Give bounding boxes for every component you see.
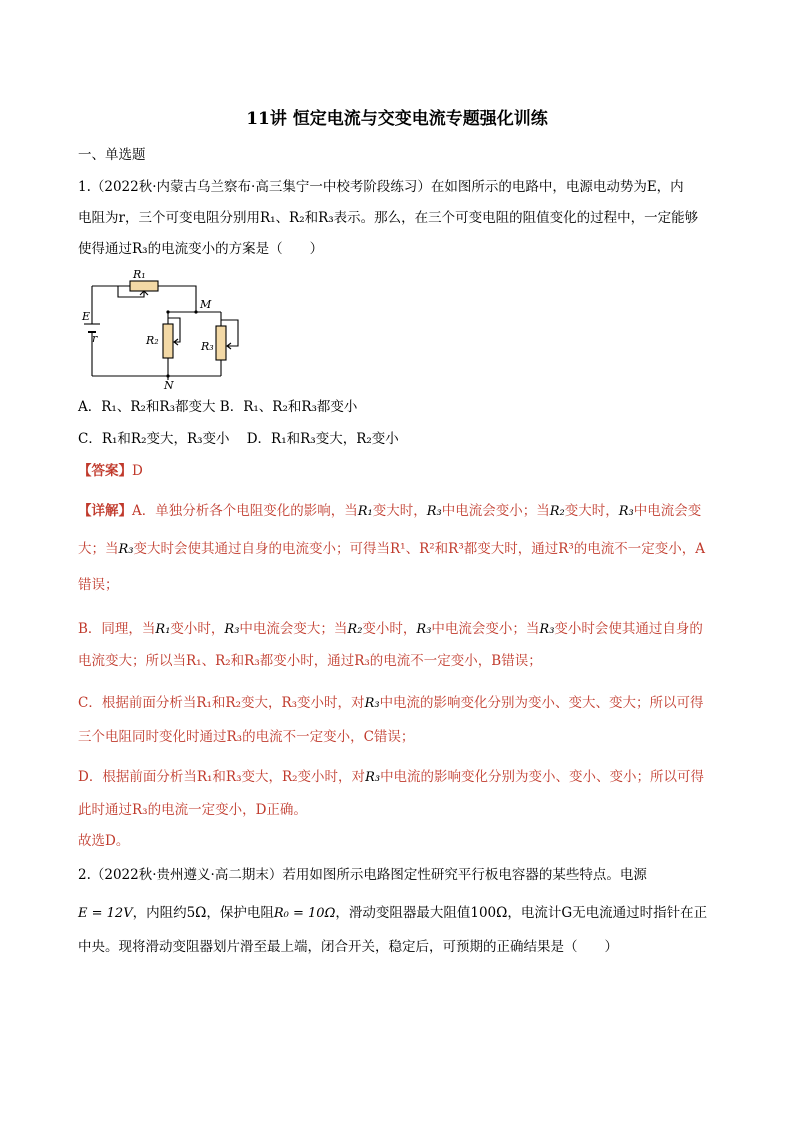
label-r2: R₂ [146, 334, 159, 347]
detail-text: 变小时会使其通过自身的 [554, 621, 703, 637]
q2-stem-line3: 中央。现将滑动变阻器划片滑至最上端，闭合开关，稳定后，可预期的正确结果是（ ） [78, 939, 618, 955]
q1-detail-a-line3: 错误； [78, 577, 119, 593]
label-r: r [92, 332, 98, 345]
label-e: E [82, 310, 91, 323]
q1-options-row1 [78, 398, 357, 416]
detail-text: 变小时， [362, 621, 417, 637]
detail-text: 变小时， [170, 621, 225, 637]
q1-option-a[interactable]: A．R₁、R₂和R₃都变大 [78, 399, 216, 415]
q1-circuit-diagram [80, 262, 260, 390]
symbol-r2: R₂ [549, 504, 565, 519]
detail-text: 中电流的影响变化分别为变小、变大、变大；所以可得 [379, 695, 704, 711]
q1-option-c[interactable]: C．R₁和R₂变大，R₃变小 [78, 431, 230, 447]
q1-detail-b-line1 [78, 620, 703, 639]
q1-option-d[interactable]: D．R₁和R₃变大，R₂变小 [246, 431, 399, 447]
label-n: N [164, 379, 174, 390]
symbol-r3: R₃ [224, 622, 240, 637]
label-r3: R₃ [201, 340, 214, 353]
symbol-r3: R₃ [539, 622, 555, 637]
q1-detail-d-line2: 此时通过R₃的电流一定变小，D正确。 [78, 802, 307, 818]
label-m: M [200, 298, 212, 311]
detail-text: 中电流的影响变化分别为变小、变小、变小；所以可得 [380, 769, 705, 785]
q2-stem-line2 [78, 904, 707, 923]
detail-text: A．单独分析各个电阻变化的影响，当 [132, 503, 358, 519]
q2-text: ，滑动变阻器最大阻值100Ω，电流计G无电流通过时指针在正 [335, 905, 708, 921]
detail-text: C．根据前面分析当R₁和R₂变大，R₃变小时，对 [78, 695, 365, 711]
page-title: 11讲 恒定电流与交变电流专题强化训练 [246, 109, 548, 129]
q1-options-row2 [78, 430, 399, 448]
detail-text: 变大时会使其通过自身的电流变小；可得当R¹、R²和R³都变大时，通过R³的电流不一定变小，A [133, 541, 706, 557]
q1-detail-c-line2: 三个电阻同时变化时通过R₃的电流不一定变小，C错误； [78, 729, 415, 745]
symbol-r3: R₃ [118, 542, 134, 557]
q1-conclusion: 故选D。 [78, 833, 130, 849]
detail-text: 中电流会变大；当 [239, 621, 348, 637]
detail-text: 中电流会变 [633, 503, 702, 519]
symbol-r1: R₁ [357, 504, 373, 519]
q1-answer [78, 462, 143, 480]
detail-text: 大；当 [78, 541, 119, 557]
symbol-r3: R₃ [364, 696, 380, 711]
symbol-r3: R₃ [618, 504, 634, 519]
q1-stem-line3: 使得通过R₃的电流变小的方案是（ ） [78, 241, 324, 257]
detail-label: 【详解】 [78, 503, 132, 519]
detail-text: 变大时， [564, 503, 619, 519]
q1-detail-a-line2 [78, 540, 705, 559]
q1-stem-line2: 电阻为r，三个可变电阻分别用R₁、R₂和R₃表示。那么，在三个可变电阻的阻值变化的过程中，一定能够 [78, 210, 699, 226]
answer-value: D [132, 463, 143, 479]
answer-label: 【答案】 [78, 463, 132, 479]
symbol-e-value: E = 12V [78, 906, 133, 921]
symbol-r1: R₁ [155, 622, 171, 637]
detail-text: D．根据前面分析当R₁和R₃变大，R₂变小时，对 [78, 769, 366, 785]
q1-detail-a-line1 [78, 502, 701, 521]
q1-stem-line1: 1.（2022秋·内蒙古乌兰察布·高三集宁一中校考阶段练习）在如图所示的电路中，电源电动势为E，内 [78, 179, 684, 195]
q1-detail-c-line1 [78, 694, 704, 713]
section-heading: 一、单选题 [78, 147, 146, 163]
symbol-r0-value: R₀ = 10Ω [273, 906, 336, 921]
detail-text: 中电流会变小；当 [431, 621, 540, 637]
symbol-r2: R₂ [347, 622, 363, 637]
detail-text: 中电流会变小；当 [441, 503, 550, 519]
symbol-r3: R₃ [426, 504, 442, 519]
label-r1: R₁ [133, 268, 146, 281]
q1-option-b[interactable]: B．R₁、R₂和R₃都变小 [219, 399, 358, 415]
symbol-r3: R₃ [365, 770, 381, 785]
detail-text: B．同理，当 [78, 621, 156, 637]
q2-stem-line1: 2.（2022秋·贵州遵义·高二期末）若用如图所示电路图定性研究平行板电容器的某些特点。电源 [78, 867, 647, 883]
q1-detail-b-line2: 电流变大；所以当R₁、R₂和R₃都变小时，通过R₃的电流不一定变小，B错误； [78, 653, 542, 669]
detail-text: 变大时， [372, 503, 427, 519]
q2-text: ，内阻约5Ω，保护电阻 [132, 905, 274, 921]
symbol-r3: R₃ [416, 622, 432, 637]
q1-detail-d-line1 [78, 768, 704, 787]
